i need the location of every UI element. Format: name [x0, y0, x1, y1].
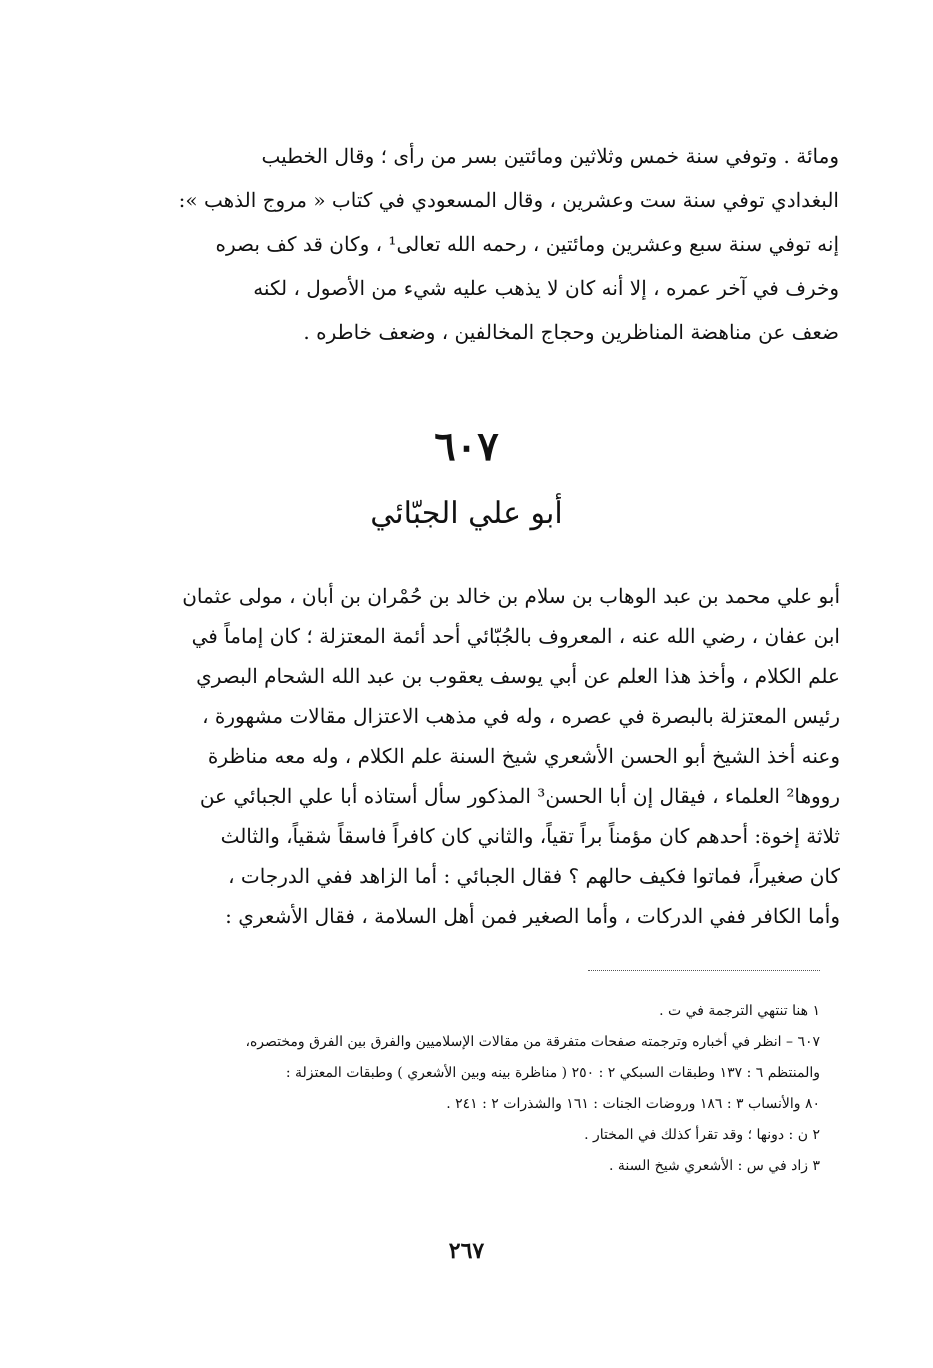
text-line: ثلاثة إخوة: أحدهم كان مؤمناً براً تقياً، والثاني كان كافراً فاسقاً شقياً، والثالث	[220, 824, 840, 848]
text-line: رئيس المعتزلة بالبصرة في عصره ، وله في مذهب الاعتزال مقالات مشهورة ،	[202, 704, 840, 728]
text-line: ضعف عن مناهضة المناظرين وحجاج المخالفين ، وضعف خاطره .	[303, 320, 839, 344]
footnote: ٦٠٧ – انظر في أخباره وترجمته صفحات متفرقة من مقالات الإسلاميين والفرق بين الفرق ومختصره،	[245, 1034, 820, 1050]
footnote: ٨٠ والأنساب ٣ : ١٨٦ وروضات الجنات : ١٦١ والشذرات ٢ : ٢٤١ .	[446, 1096, 820, 1112]
entry-title: أبو علي الجبّائي	[370, 496, 563, 531]
biography-paragraph	[128, 576, 840, 936]
text-line: البغدادي توفي سنة ست وعشرين ، وقال المسعودي في كتاب « مروج الذهب »:	[178, 188, 839, 212]
text-line: علم الكلام ، وأخذ هذا العلم عن أبي يوسف يعقوب بن عبد الله الشحام البصري	[196, 664, 840, 688]
footnote: ١ هنا تنتهي الترجمة في ت .	[659, 1003, 820, 1019]
text-line: إنه توفي سنة سبع وعشرين ومائتين ، رحمه الله تعالى¹ ، وكان قد كف بصره	[215, 232, 839, 256]
text-line: ابن عفان ، رضي الله عنه ، المعروف بالجُبّائي أحد أئمة المعتزلة ؛ كان إماماً في	[191, 624, 840, 648]
text-line: وعنه أخذ الشيخ أبو الحسن الأشعري شيخ السنة علم الكلام ، وله معه مناظرة	[207, 744, 840, 768]
page-number: ٢٦٧	[448, 1238, 485, 1264]
text-line: أبو علي محمد بن عبد الوهاب بن سلام بن خالد بن حُمْران بن أبان ، مولى عثمان	[182, 584, 840, 608]
footnote: ٣ زاد في س : الأشعري شيخ السنة .	[608, 1158, 820, 1174]
footnote: والمنتظم ٦ : ١٣٧ وطبقات السبكي ٢ : ٢٥٠ ( مناظرة بينه وبين الأشعري ) وطبقات المعتزلة :	[285, 1065, 820, 1081]
entry-number: ٦٠٧	[434, 423, 499, 470]
text-line: وأما الكافر ففي الدركات ، وأما الصغير فمن أهل السلامة ، فقال الأشعري :	[225, 904, 840, 928]
continued-paragraph	[135, 134, 839, 354]
text-line: كان صغيراً، فماتوا فكيف حالهم ؟ فقال الجبائي : أما الزاهد ففي الدرجات ،	[228, 864, 840, 888]
text-line: وخرف في آخر عمره ، إلا أنه كان لا يذهب عليه شيء من الأصول ، لكنه	[253, 276, 839, 300]
text-line: رووها² العلماء ، فيقال إن أبا الحسن³ المذكور سأل أستاذه أبا علي الجبائي عن	[199, 784, 840, 808]
text-line: ومائة . وتوفي سنة خمس وثلاثين ومائتين بسر من رأى ؛ وقال الخطيب	[261, 144, 839, 168]
footnote: ٢ ن : دونها ؛ وقد تقرأ كذلك في المختار .	[584, 1127, 820, 1143]
footnotes	[120, 996, 820, 1182]
footnote-divider	[588, 970, 820, 971]
